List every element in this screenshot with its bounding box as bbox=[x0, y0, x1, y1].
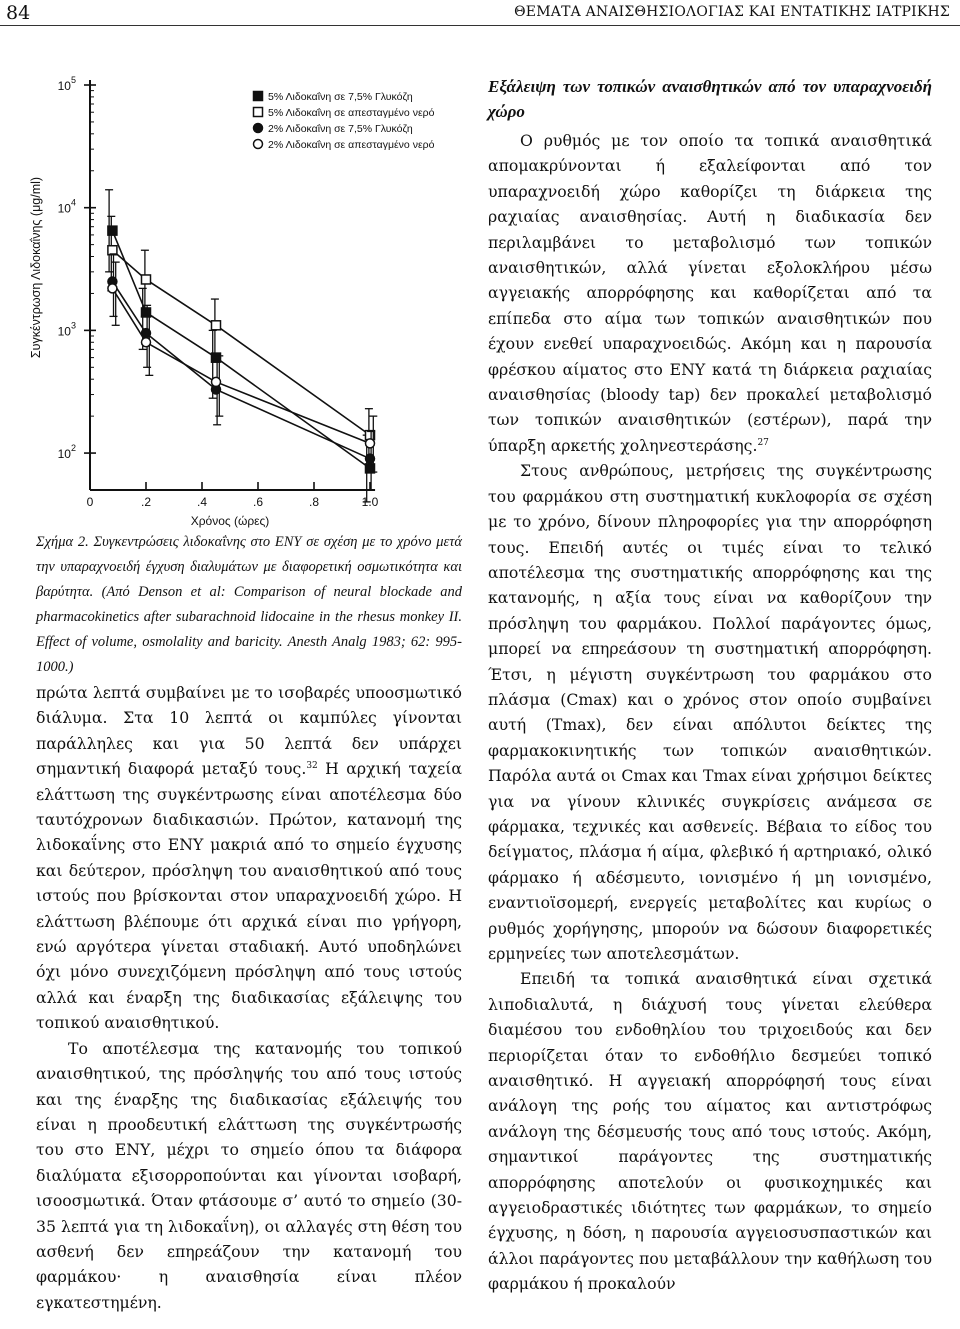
figure-caption-greek: Σχήμα 2. Συγκεντρώσεις λιδοκαΐνης στο ΕΝΥ σε σχέση με το χρόνο μετά την υπαραχνοειδή έγχυση διαλυμάτων με διαφορετική οσμωτικότητα και βαρύτητα. bbox=[36, 534, 462, 600]
y-tick-exponent: 5 bbox=[70, 75, 76, 85]
right-paragraph-1 bbox=[488, 128, 932, 458]
data-point-open-circle bbox=[212, 377, 221, 386]
right-paragraph-1-text: Ο ρυθμός με τον οποίο τα τοπικά αναισθητικά απομακρύνονται ή εξαλείφονται από τον υπαραχνοειδή χώρο καθορίζει τη διάρκεια της ραχιαίας αναισθησίας. Αυτή η διαδικασία δεν περιλαμβάνει το μεταβολισμό των τοπικών αναισθητικών, αλλά γίνεται εξολοκλήρου μέσω αγγειακής απορρόφησης και καθορίζεται από τα επίπεδα στο αίμα των τοπικών αναισθητικών που έχουν ενεθεί υπαραχνοειδώς. Ακόμη και η παρουσία φρέσκου αίματος στο ΕΝΥ κατά τη διάρκεια ραχιαίας αναισθησίας (bloody tap) δεν προκαλεί μεταβολισμό των τοπικών αναισθητικών (εστέρων), παρά την ύπαρξη αρκετής χοληνεστεράσης. bbox=[488, 131, 932, 455]
legend-label: 5% Λιδοκαΐνη σε 7,5% Γλυκόζη bbox=[268, 91, 413, 103]
running-title: ΘΕΜΑΤΑ ΑΝΑΙΣΘΗΣΙΟΛΟΓΙΑΣ ΚΑΙ ΕΝΤΑΤΙΚΗΣ ΙΑΤΡΙΚΗΣ bbox=[514, 4, 950, 20]
section-heading: Εξάλειψη των τοπικών αναισθητικών από τον υπαραχνοειδή χώρο bbox=[488, 77, 932, 121]
left-paragraph-1-text-a: πρώτα λεπτά συμβαίνει με το ισοβαρές υποοσμωτικό διάλυμα. Στα 10 λεπτά οι καμπύλες γίνονται παράλληλες και για 50 λεπτά δεν υπάρχει σημαντική διαφορά μεταξύ τους. bbox=[36, 683, 462, 779]
page-number: 84 bbox=[6, 2, 31, 24]
right-paragraph-3: Επειδή τα τοπικά αναισθητικά είναι σχετικά λιποδιαλυτά, η διάχυσή τους γίνεται ελεύθερα διαμέσου του ενδοθηλίου του τριχοειδούς και δεν περιορίζεται όταν το ενδοθήλιο δεσμεύει τοπικό αναισθητικό. Η αγγειακή απορρόφησή τους είναι ανάλογη της ροής του αίματος και αντιστρόφως ανάλογη της δέσμευσής τους από τους ιστούς. Ακόμη, σημαντικοί παράγοντες της συστηματικής απορρόφησης αποτελούν οι φυσικοχημικές και αγγειοδραστικές ιδιότητες των φαρμάκων, το σημείο έγχυσης, η δόση, η παρουσία αγγειοσυσπαστικών και άλλοι παράγοντες που μεταβάλλουν την καθήλωση του φαρμάκου ή προκαλούν bbox=[488, 969, 932, 1294]
right-paragraph-2: Στους ανθρώπους, μετρήσεις της συγκέντρωσης του φαρμάκου στη συστηματική κυκλοφορία σε σχέση με το χρόνο, δίνουν πληροφορίες για την απορρόφηση τους. Επειδή αυτές οι τιμές είναι το τελικό αποτέλεσμα της συστηματικής απορρόφησης και της κατανομής, η αξία τους είναι να καθορίζουν την πρόσληψη του φαρμάκου. Πολλοί παράγοντες όμως, μπορεί να επηρεάσουν τη συστηματική απορρόφηση. Έτσι, η μέγιστη συγκέντρωση του φαρμάκου στο πλάσμα (Cmax) και ο χρόνος στον οποίο συμβαίνει αυτή (Tmax), δεν είναι απόλυτοι δείκτες της φαρμακοκινητικής των τοπικών αναισθητικών. Παρόλα αυτά οι Cmax και Tmax είναι χρήσιμοι δείκτες για να γίνουν κλινικές συγκρίσεις ανάμεσα σε φάρμακα, τεχνικές και ασθενείς. Βέβαια το είδος του δείγματος, πλάσμα ή αίμα, φλεβικό ή αρτηριακό, ολικό φάρμακο ή αδέσμευτο, ιονισμένο ή μη ιονισμένο, εναντιοϊσομερή, ενεργείς μεταβολίτες και κυρίως ο ρυθμός χορήγησης, μπορούν να δώσουν διαφορετικές ερμηνείες των αποτελεσμάτων. bbox=[488, 461, 932, 963]
left-paragraph-2: Το αποτέλεσμα της κατανομής του τοπικού αναισθητικού, της πρόσληψής του από τους ιστούς και της έναρξης της διαδικασίας εξάλειψής του είναι η προοδευτική ελάττωση της συγκέντρωσής του στο ΕΝΥ, μέχρι το σημείο όπου τα διάφορα διαλύματα εξισορροπούνται και γίνονται ισοβαρή, ισοοσμωτικά. Όταν φτάσουμε σ’ αυτό το σημείο (30-35 λεπτά για τη λιδοκαΐνη), οι αλλαγές στη θέση του ασθενή δεν επηρεάζουν την κατανομή του φαρμάκου· η αναισθησία είναι πλέον εγκατεστημένη. bbox=[36, 1038, 462, 1312]
data-point-open-square bbox=[212, 321, 221, 330]
legend-label: 2% Λιδοκαΐνη σε απεσταγμένο νερό bbox=[268, 139, 435, 151]
left-text-column bbox=[36, 680, 462, 1315]
x-tick-label: .4 bbox=[196, 495, 208, 509]
data-point-open-circle bbox=[254, 140, 263, 149]
x-tick-label: 1.0 bbox=[361, 495, 379, 509]
y-tick-exponent: 3 bbox=[70, 320, 76, 331]
x-tick-label: .8 bbox=[308, 495, 320, 509]
left-paragraph-1 bbox=[36, 680, 462, 1036]
x-tick-label: .6 bbox=[252, 495, 264, 509]
concentration-time-chart bbox=[0, 70, 470, 530]
data-point-filled-circle bbox=[254, 124, 263, 133]
data-point-filled-square bbox=[142, 308, 151, 317]
citation-27: 27 bbox=[757, 437, 769, 448]
y-tick-label: $10^4$ bbox=[57, 197, 76, 216]
data-point-open-circle bbox=[142, 338, 151, 347]
series-line bbox=[112, 231, 370, 469]
page-header bbox=[0, 0, 960, 24]
y-tick-exponent: 4 bbox=[70, 197, 76, 208]
y-axis-title: Συγκέντρωση Λιδοκαΐνης (μg/ml) bbox=[29, 176, 43, 359]
data-point-open-circle bbox=[366, 439, 375, 448]
y-tick-label: $10^5$ bbox=[57, 75, 76, 93]
series-3 bbox=[108, 254, 375, 490]
data-point-filled-square bbox=[254, 92, 263, 101]
x-tick-label: 0 bbox=[86, 495, 94, 509]
chart-plot-area bbox=[105, 190, 377, 502]
citation-32: 32 bbox=[306, 760, 318, 771]
x-tick-label: .2 bbox=[140, 495, 152, 509]
data-point-open-circle bbox=[108, 284, 117, 293]
data-point-filled-square bbox=[108, 226, 117, 235]
header-rule bbox=[0, 25, 960, 26]
left-paragraph-1-text-b: Η αρχική ταχεία ελάττωση της συγκέντρωσης είναι αποτέλεσμα δύο ταυτόχρονων διαδικασιών. Πρώτον, κατανομή της λιδοκαΐνης στο ΕΝΥ μακριά από το σημείο έγχυσης και δεύτερον, πρόσληψη του αναισθητικού από τους ιστούς που βρίσκονται στον υπαραχνοειδή χώρο. Η ελάττωση βλέπουμε ότι αρχικά είναι πιο γρήγορη, ενώ αργότερα γίνεται σταδιακή. Αυτό υποδηλώνει όχι μόνο συνεχιζόμενη πρόσληψη από τους ιστούς αλλά και έναρξη της διαδικασίας εξάλειψης του τοπικού αναισθητικού. bbox=[36, 759, 462, 1033]
legend-label: 2% Λιδοκαΐνη σε 7,5% Γλυκόζη bbox=[268, 123, 413, 135]
legend-label: 5% Λιδοκαΐνη σε απεσταγμένο νερό bbox=[268, 107, 435, 119]
y-tick-label: $10^3$ bbox=[57, 320, 76, 339]
right-text-column bbox=[488, 74, 932, 1297]
data-point-open-square bbox=[254, 108, 263, 117]
figure-caption-reference: (Από Denson et al: Comparison of neural blockade and pharmacokinetics after subarachnoid lidocaine in the rhesus monkey II. Effect of volume, osmolality and baricity. Anesth Analg 1983; 62: 995-1000.) bbox=[36, 584, 462, 675]
y-tick-exponent: 2 bbox=[70, 443, 76, 454]
figure-caption bbox=[36, 530, 462, 680]
data-point-open-square bbox=[142, 275, 151, 284]
x-axis-title: Χρόνος (ώρες) bbox=[190, 514, 270, 528]
y-tick-label: $10^2$ bbox=[57, 443, 76, 462]
chart-legend bbox=[254, 91, 435, 151]
